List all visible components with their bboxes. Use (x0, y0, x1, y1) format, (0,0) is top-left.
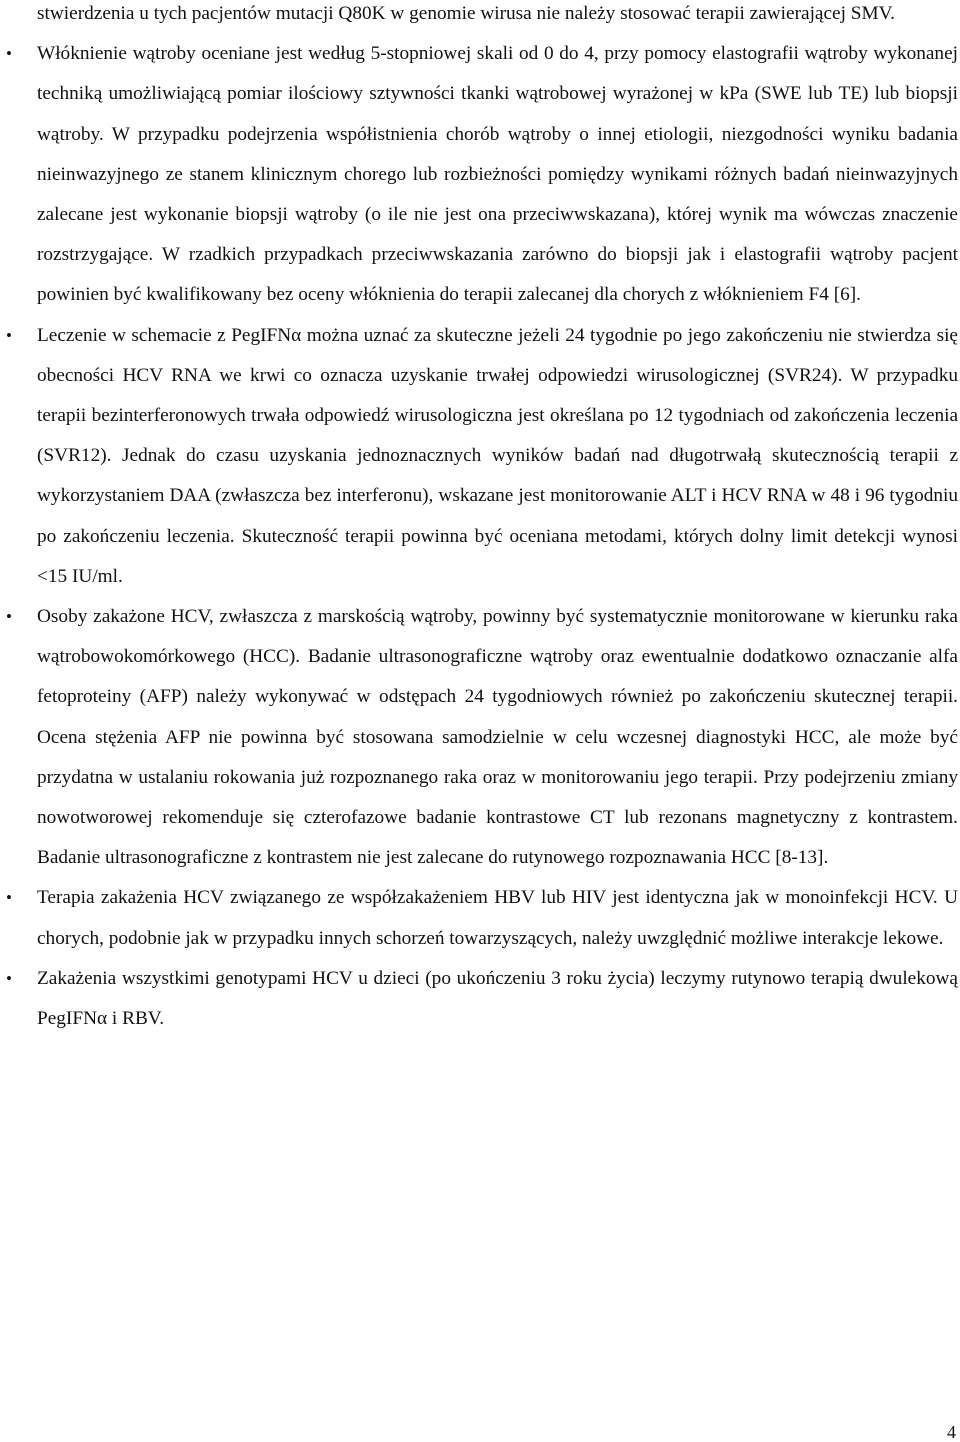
list-item-text: Terapia zakażenia HCV związanego ze współzakażeniem HBV lub HIV jest identyczna jak w monoinfekcji HCV. U chorych, podobnie jak w przypadku innych schorzeń towarzyszących, należy uwzględnić możliwe interakcje lekowe. (37, 887, 958, 949)
list-item-text: Leczenie w schemacie z PegIFNα można uznać za skuteczne jeżeli 24 tygodnie po jego zakończeniu nie stwierdza się obecności HCV RNA we krwi co oznacza uzyskanie trwałej odpowiedzi wirusologicznej (SVR24). W przypadku terapii bezinterferonowych trwała odpowiedź wirusologiczna jest określana po 12 tygodniach od zakończenia leczenia (SVR12). Jednak do czasu uzyskania jednoznacznych wyników badań nad długotrwałą skutecznością terapii z wykorzystaniem DAA (zwłaszcza bez interferonu), wskazane jest monitorowanie ALT i HCV RNA w 48 i 96 tygodniu po zakończeniu leczenia. Skuteczność terapii powinna być oceniana metodami, których dolny limit detekcji wynosi <15 IU/ml. (37, 324, 958, 587)
bullet-icon: • (6, 325, 12, 345)
list-item (0, 597, 958, 878)
page-number: 4 (947, 1422, 956, 1442)
bullet-icon: • (6, 968, 12, 988)
bullet-icon: • (6, 607, 12, 627)
list-item-text: Zakażenia wszystkimi genotypami HCV u dzieci (po ukończeniu 3 roku życia) leczymy rutynowo terapią dwulekową PegIFNα i RBV. (37, 967, 958, 1030)
list-item-text: Osoby zakażone HCV, zwłaszcza z marskością wątroby, powinny być systematycznie monitorowane w kierunku raka wątrobowokomórkowego (HCC). Badanie ultrasonograficzne wątroby oraz ewentualnie dodatkowo oznaczanie alfa fetoproteiny (AFP) należy wykonywać w odstępach 24 tygodniowych również po zakończeniu skutecznej terapii. Ocena stężenia AFP nie powinna być stosowana samodzielnie w celu wczesnej diagnostyki HCC, ale może być przydatna w ustalaniu rokowania już rozpoznanego raka oraz w monitorowaniu jego terapii. Przy podejrzeniu zmiany nowotworowej rekomenduje się czterofazowe badanie kontrastowe CT lub rezonans magnetyczny z kontrastem. Badanie ultrasonograficzne z kontrastem nie jest zalecane do rutynowego rozpoznawania HCC [8-13]. (37, 606, 958, 869)
list-item (0, 959, 958, 1039)
bullet-icon: • (6, 888, 12, 908)
list-item (0, 316, 958, 597)
continuation-paragraph: stwierdzenia u tych pacjentów mutacji Q80K w genomie wirusa nie należy stosować terapii zawierającej SMV. (37, 3, 895, 24)
list-item (0, 878, 958, 958)
bullet-icon: • (6, 44, 12, 64)
list-item (0, 34, 958, 315)
list-item-text: Włóknienie wątroby oceniane jest według 5-stopniowej skali od 0 do 4, przy pomocy elastografii wątroby wykonanej techniką umożliwiającą pomiar ilościowy sztywności tkanki wątrobowej wyrażonej w kPa (SWE lub TE) lub biopsji wątroby. W przypadku podejrzenia współistnienia chorób wątroby o innej etiologii, niezgodności wyniku badania nieinwazyjnego ze stanem klinicznym chorego lub rozbieżności pomiędzy wynikami różnych badań nieinwazyjnych zalecane jest wykonanie biopsji wątroby (o ile nie jest ona przeciwwskazana), której wynik ma wówczas znaczenie rozstrzygające. W rzadkich przypadkach przeciwwskazania zarówno do biopsji jak i elastografii wątroby pacjent powinien być kwalifikowany bez oceny włóknienia do terapii zalecanej dla chorych z włóknieniem F4 [6]. (37, 43, 958, 306)
